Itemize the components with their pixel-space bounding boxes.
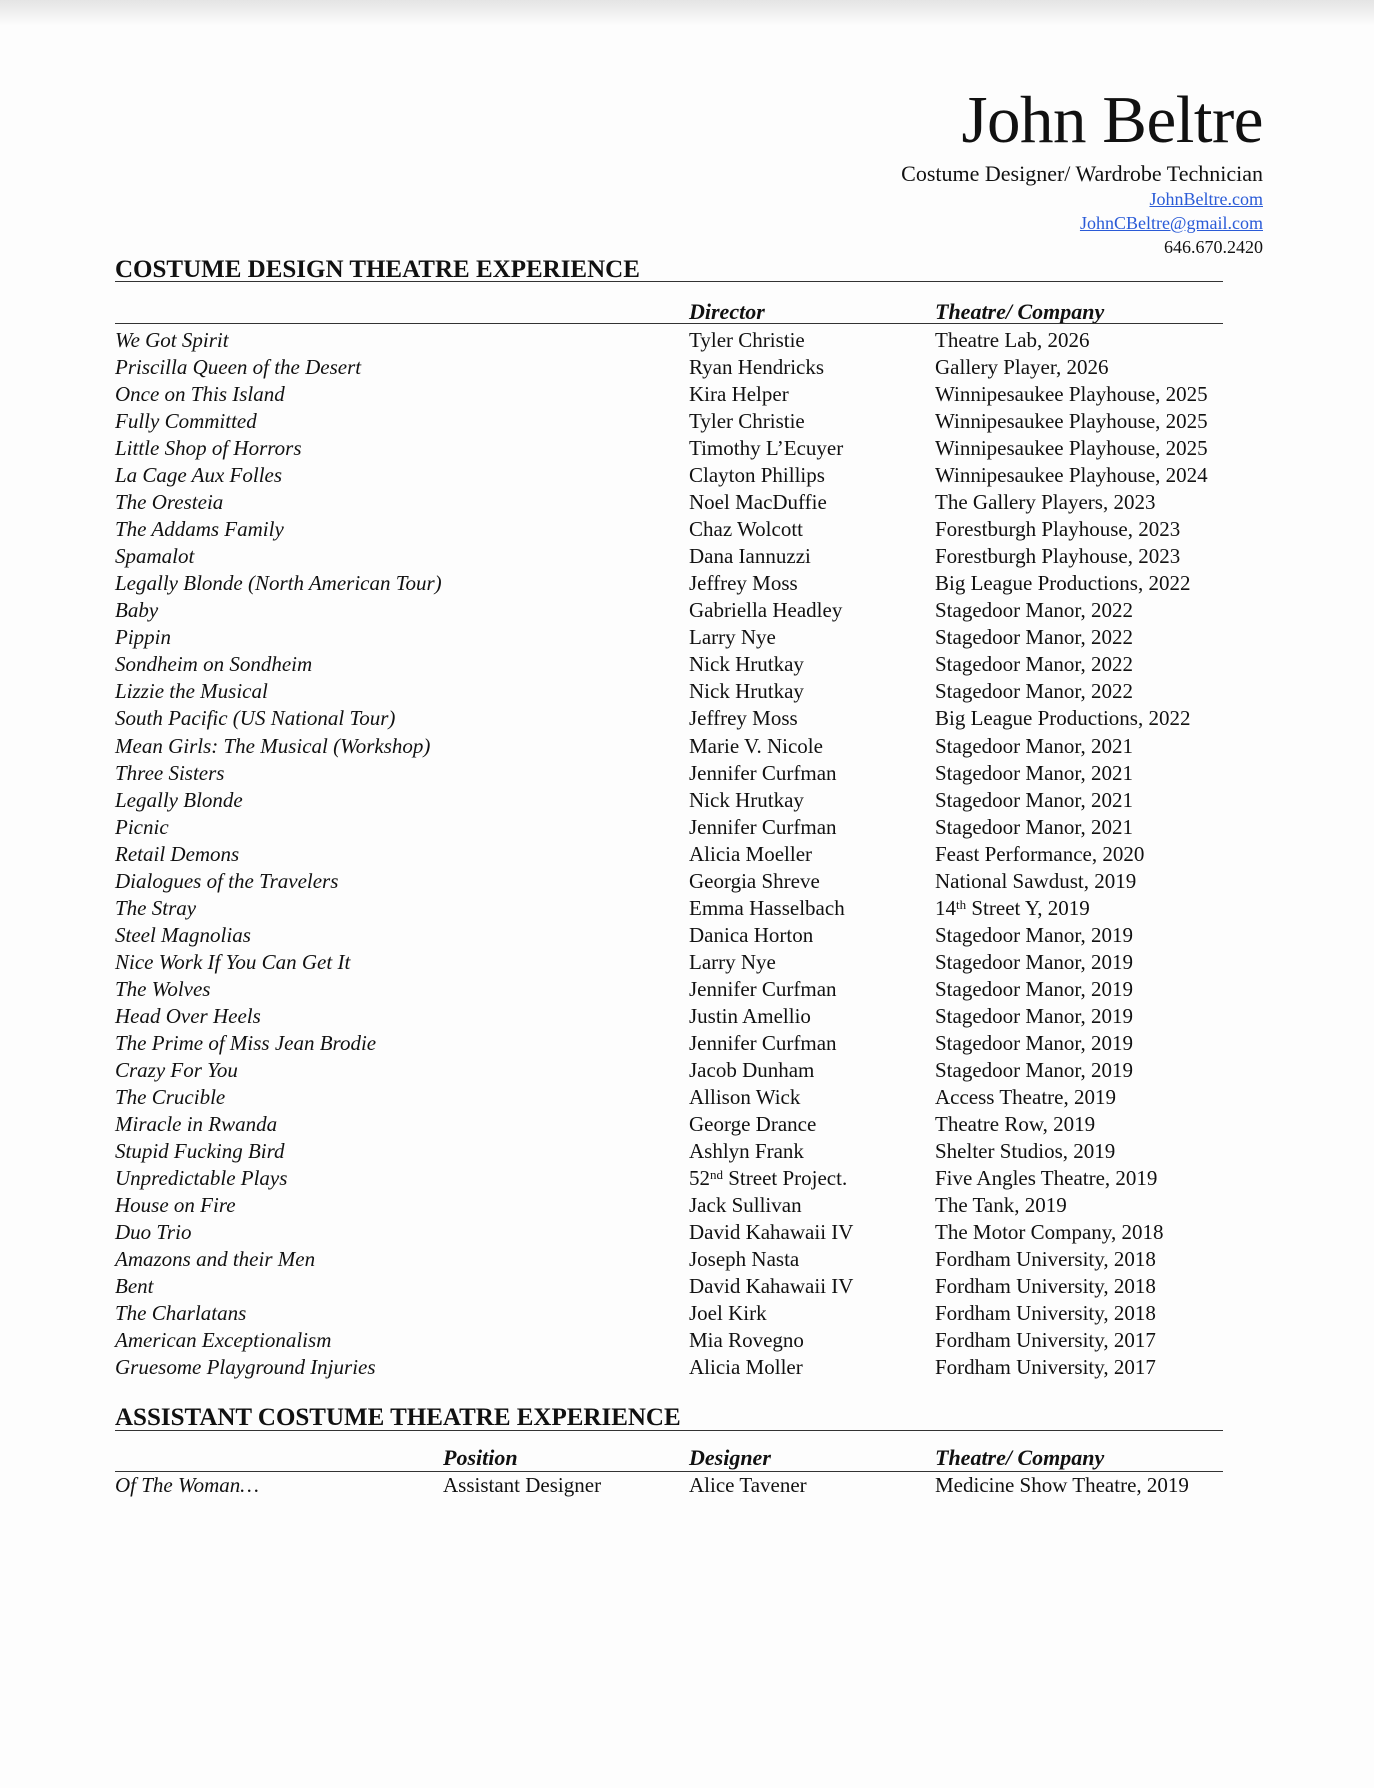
director-name: Ryan Hendricks xyxy=(689,355,825,379)
production-title: Priscilla Queen of the Desert xyxy=(115,355,362,379)
director-name: Jennifer Curfman xyxy=(689,1030,837,1055)
production-title: Spamalot xyxy=(115,544,195,569)
table-row xyxy=(115,1300,1265,1327)
theatre-company: Winnipesaukee Playhouse, 2025 xyxy=(935,409,1208,434)
table-row xyxy=(115,1111,1265,1138)
director-name: Ashlyn Frank xyxy=(689,1138,804,1163)
theatre-company: Fordham University, 2018 xyxy=(935,1301,1156,1326)
director-name: Chaz Wolcott xyxy=(689,517,803,542)
design-col-director-header: Director xyxy=(689,299,765,324)
theatre-company: Winnipesaukee Playhouse, 2025 xyxy=(935,436,1208,461)
production-title: Head Over Heels xyxy=(115,1003,261,1028)
production-title: The Charlatans xyxy=(115,1301,247,1326)
table-row xyxy=(115,570,1265,597)
theatre-company: Gallery Player, 2026 xyxy=(935,355,1109,379)
theatre-company: The Gallery Players, 2023 xyxy=(935,490,1156,515)
phone-number: 646.670.2420 xyxy=(1164,237,1263,257)
production-title: Gruesome Playground Injuries xyxy=(115,1355,376,1380)
table-row xyxy=(115,922,1265,949)
production-title: House on Fire xyxy=(115,1193,236,1217)
theatre-company: Forestburgh Playhouse, 2023 xyxy=(935,544,1181,569)
production-title: Legally Blonde (North American Tour) xyxy=(115,571,442,596)
theatre-company: Five Angles Theatre, 2019 xyxy=(935,1165,1158,1190)
director-name: Mia Rovegno xyxy=(689,1328,804,1353)
director-name: Joseph Nasta xyxy=(689,1247,800,1271)
director-name: Larry Nye xyxy=(689,625,776,650)
director-name: Nick Hrutkay xyxy=(689,652,804,677)
director-name: Jack Sullivan xyxy=(689,1193,802,1217)
applicant-name: John Beltre xyxy=(961,83,1263,157)
director-name: David Kahawaii IV xyxy=(689,1220,854,1244)
director-name: Gabriella Headley xyxy=(689,598,843,623)
director-name: Dana Iannuzzi xyxy=(689,544,811,569)
theatre-company: Big League Productions, 2022 xyxy=(935,706,1191,731)
production-title: Miracle in Rwanda xyxy=(115,1111,278,1136)
theatre-company: The Tank, 2019 xyxy=(935,1193,1067,1217)
table-row xyxy=(115,462,1265,489)
theatre-company: Access Theatre, 2019 xyxy=(935,1084,1116,1109)
table-row xyxy=(115,1003,1265,1030)
production-title: Amazons and their Men xyxy=(115,1247,316,1271)
director-name: Allison Wick xyxy=(689,1084,801,1109)
production-title: We Got Spirit xyxy=(115,328,229,352)
production-title: Retail Demons xyxy=(115,841,240,866)
table-row xyxy=(115,1273,1265,1300)
theatre-company: Stagedoor Manor, 2019 xyxy=(935,949,1134,974)
production-title: Pippin xyxy=(115,625,171,650)
director-name: Jeffrey Moss xyxy=(689,571,798,596)
theatre-company: Fordham University, 2018 xyxy=(935,1274,1156,1299)
table-row xyxy=(115,841,1265,868)
theatre-company: The Motor Company, 2018 xyxy=(935,1220,1164,1244)
theatre-company: Stagedoor Manor, 2022 xyxy=(935,625,1134,650)
assistant-col-position-header: Position xyxy=(443,1445,518,1470)
theatre-company: 14th Street Y, 2019 xyxy=(935,895,1090,920)
table-row xyxy=(115,327,1265,354)
theatre-company: Winnipesaukee Playhouse, 2025 xyxy=(935,382,1208,407)
director-name: Jeffrey Moss xyxy=(689,706,798,731)
theatre-company: Stagedoor Manor, 2022 xyxy=(935,679,1134,704)
production-title: American Exceptionalism xyxy=(115,1328,332,1353)
theatre-company: Theatre Lab, 2026 xyxy=(935,328,1090,352)
resume-header xyxy=(901,84,1263,259)
designer-name: Alice Tavener xyxy=(689,1473,807,1497)
theatre-company: Fordham University, 2017 xyxy=(935,1328,1156,1353)
table-row xyxy=(115,597,1265,624)
production-title: The Oresteia xyxy=(115,490,224,515)
director-name: Nick Hrutkay xyxy=(689,679,804,704)
theatre-company: Stagedoor Manor, 2019 xyxy=(935,922,1134,947)
theatre-company: Stagedoor Manor, 2021 xyxy=(935,787,1134,812)
theatre-company: Stagedoor Manor, 2021 xyxy=(935,760,1134,785)
table-row xyxy=(115,543,1265,570)
design-col-theatre-header: Theatre/ Company xyxy=(935,299,1105,324)
theatre-company: Stagedoor Manor, 2021 xyxy=(935,814,1134,839)
table-row xyxy=(115,1327,1265,1354)
table-row xyxy=(115,976,1265,1003)
theatre-company: Forestburgh Playhouse, 2023 xyxy=(935,517,1181,542)
design-table-header-rule xyxy=(115,323,1223,324)
theatre-company: Big League Productions, 2022 xyxy=(935,571,1191,596)
table-row xyxy=(115,760,1265,787)
director-name: Justin Amellio xyxy=(689,1003,811,1028)
table-row xyxy=(115,1354,1265,1381)
production-title: Sondheim on Sondheim xyxy=(115,652,313,677)
table-row xyxy=(115,868,1265,895)
production-title: La Cage Aux Folles xyxy=(115,463,283,488)
assistant-col-theatre-header: Theatre/ Company xyxy=(935,1445,1105,1470)
director-name: Georgia Shreve xyxy=(689,868,820,893)
table-row xyxy=(115,705,1265,732)
table-row xyxy=(115,733,1265,760)
table-row xyxy=(115,651,1265,678)
director-name: Jennifer Curfman xyxy=(689,814,837,839)
production-title: Three Sisters xyxy=(115,760,225,785)
director-name: Alicia Moller xyxy=(689,1355,803,1380)
production-title: Dialogues of the Travelers xyxy=(115,868,339,893)
production-title: Unpredictable Plays xyxy=(115,1165,288,1190)
email-link[interactable]: JohnCBeltre@gmail.com xyxy=(1079,213,1263,233)
director-name: Joel Kirk xyxy=(689,1301,767,1326)
production-title: Once on This Island xyxy=(115,382,285,407)
table-row xyxy=(115,678,1265,705)
theatre-company: Stagedoor Manor, 2022 xyxy=(935,652,1134,677)
director-name: Timothy L’Ecuyer xyxy=(689,436,844,461)
director-name: Danica Horton xyxy=(689,922,814,947)
table-row xyxy=(115,516,1265,543)
production-title: Duo Trio xyxy=(115,1220,192,1244)
production-title: The Prime of Miss Jean Brodie xyxy=(115,1030,377,1055)
director-name: Tyler Christie xyxy=(689,409,805,434)
director-name: George Drance xyxy=(689,1111,817,1136)
table-row xyxy=(115,949,1265,976)
table-row xyxy=(115,408,1265,435)
theatre-company: Stagedoor Manor, 2019 xyxy=(935,976,1134,1001)
production-title: Baby xyxy=(115,598,159,623)
theatre-company: Stagedoor Manor, 2019 xyxy=(935,1003,1134,1028)
production-title: Picnic xyxy=(115,814,169,839)
production-title: Bent xyxy=(115,1274,154,1299)
position: Assistant Designer xyxy=(443,1473,602,1497)
theatre-company: Stagedoor Manor, 2019 xyxy=(935,1057,1134,1082)
table-row xyxy=(115,787,1265,814)
director-name: Noel MacDuffie xyxy=(689,490,827,515)
director-name: Alicia Moeller xyxy=(689,841,813,866)
assistant-col-designer-header: Designer xyxy=(689,1445,771,1470)
theatre-company: Stagedoor Manor, 2019 xyxy=(935,1030,1134,1055)
production-title: Crazy For You xyxy=(115,1057,238,1082)
production-title: The Addams Family xyxy=(115,517,284,542)
theatre-company: Fordham University, 2018 xyxy=(935,1247,1156,1271)
theatre-company: Stagedoor Manor, 2022 xyxy=(935,598,1134,623)
table-row xyxy=(115,435,1265,462)
director-name: Kira Helper xyxy=(689,382,789,407)
table-row xyxy=(115,1030,1265,1057)
director-name: Jennifer Curfman xyxy=(689,760,837,785)
director-name: Jennifer Curfman xyxy=(689,976,837,1001)
assistant-section-title: ASSISTANT COSTUME THEATRE EXPERIENCE xyxy=(115,1404,681,1431)
production-title: Lizzie the Musical xyxy=(115,679,268,704)
assistant-section-rule xyxy=(115,1430,1223,1431)
production-title: Legally Blonde xyxy=(115,787,243,812)
production-title: The Wolves xyxy=(115,976,211,1001)
director-name: David Kahawaii IV xyxy=(689,1274,854,1299)
production-title: Nice Work If You Can Get It xyxy=(115,949,351,974)
production-title: Fully Committed xyxy=(115,409,257,434)
production-title: Mean Girls: The Musical (Workshop) xyxy=(115,733,431,758)
design-section-rule xyxy=(115,281,1223,282)
design-section-title: COSTUME DESIGN THEATRE EXPERIENCE xyxy=(115,256,640,283)
applicant-title: Costume Designer/ Wardrobe Technician xyxy=(901,161,1263,186)
production-title: Of The Woman… xyxy=(115,1473,259,1497)
table-row xyxy=(115,1165,1265,1192)
theatre-company: National Sawdust, 2019 xyxy=(935,868,1137,893)
table-row xyxy=(115,1084,1265,1111)
table-row xyxy=(115,624,1265,651)
table-row xyxy=(115,1472,1265,1499)
theatre-company: Stagedoor Manor, 2021 xyxy=(935,733,1134,758)
table-row xyxy=(115,814,1265,841)
director-name: Jacob Dunham xyxy=(689,1057,815,1082)
theatre-company: Feast Performance, 2020 xyxy=(935,841,1145,866)
production-title: The Stray xyxy=(115,895,197,920)
theatre-company: Fordham University, 2017 xyxy=(935,1355,1156,1380)
production-title: Steel Magnolias xyxy=(115,922,251,947)
director-name: Larry Nye xyxy=(689,949,776,974)
theatre-company: Medicine Show Theatre, 2019 xyxy=(935,1473,1189,1497)
theatre-company: Theatre Row, 2019 xyxy=(935,1111,1096,1136)
director-name: Marie V. Nicole xyxy=(689,733,823,758)
table-row xyxy=(115,381,1265,408)
table-row xyxy=(115,354,1265,381)
production-title: Little Shop of Horrors xyxy=(115,436,302,461)
production-title: The Crucible xyxy=(115,1084,226,1109)
table-row xyxy=(115,1057,1265,1084)
theatre-company: Shelter Studios, 2019 xyxy=(935,1138,1116,1163)
director-name: Clayton Phillips xyxy=(689,463,825,488)
table-row xyxy=(115,1192,1265,1219)
director-name: 52nd Street Project. xyxy=(689,1165,848,1190)
production-title: Stupid Fucking Bird xyxy=(115,1138,285,1163)
website-link[interactable]: JohnBeltre.com xyxy=(1149,189,1263,209)
director-name: Nick Hrutkay xyxy=(689,787,804,812)
table-row xyxy=(115,1138,1265,1165)
director-name: Emma Hasselbach xyxy=(689,895,845,920)
table-row xyxy=(115,489,1265,516)
production-title: South Pacific (US National Tour) xyxy=(115,706,396,731)
table-row xyxy=(115,1219,1265,1246)
table-row xyxy=(115,1246,1265,1273)
theatre-company: Winnipesaukee Playhouse, 2024 xyxy=(935,463,1208,488)
table-row xyxy=(115,895,1265,922)
director-name: Tyler Christie xyxy=(689,328,805,352)
